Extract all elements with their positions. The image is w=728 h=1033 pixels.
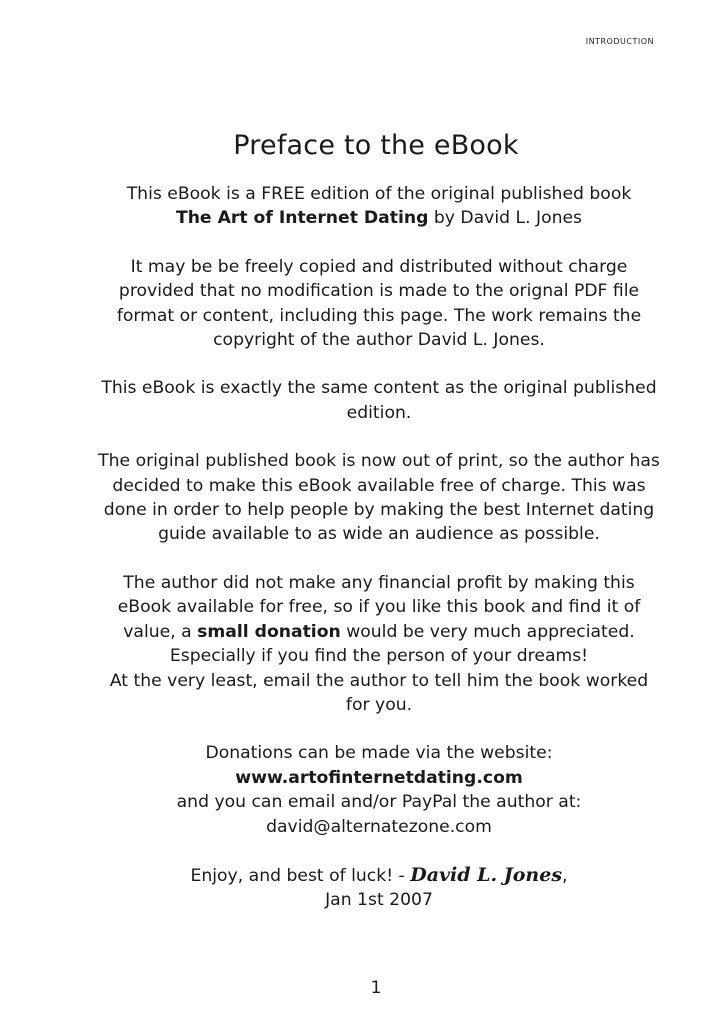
donations-intro: Donations can be made via the website: <box>205 743 553 764</box>
dreams-line: Especially if you find the person of your dreams! <box>169 646 589 667</box>
closing-date: Jan 1st 2007 <box>325 890 433 911</box>
free-edition-text: This eBook is a FREE edition of the original published book <box>126 184 632 204</box>
paragraph-copy-terms: It may be be freely copied and distributed without charge provided that no modification is made to the orignal PDF file format or content, including this page. The work remains the copyright of the author David L. Jones. <box>116 256 642 351</box>
closing-text: Enjoy, and best of luck! - <box>190 865 411 886</box>
paragraph-out-of-print: The original published book is now out of print, so the author has decided to make this eBook available free of charge. This was done in order to help people by making the best Internet dating guide available to as wide an audience as possible. <box>98 451 660 545</box>
paypal-text: and you can email and/or PayPal the author at: <box>176 792 582 813</box>
small-donation-link[interactable]: small donation <box>197 621 341 642</box>
email-author-line: At the very least, email the author to tell him the book worked for you. <box>109 670 649 715</box>
page-number: 1 <box>370 978 382 998</box>
paragraph-donation <box>97 571 661 717</box>
author-signature: David L. Jones <box>410 863 563 886</box>
donation-text-after: would be very much appreciated. <box>340 621 635 642</box>
page-title: Preface to the eBook <box>233 130 519 161</box>
paragraph-donations-info <box>97 741 661 839</box>
author-email-link[interactable]: david@alternatezone.com <box>266 816 492 837</box>
paragraph-closing <box>97 863 661 913</box>
donation-text-before: The author did not make any financial profit by making this eBook available for free, so if you like this book and find it of value, a <box>117 572 641 642</box>
closing-comma: , <box>562 865 568 886</box>
paragraph-free-edition <box>97 182 661 231</box>
preface-body <box>97 182 661 913</box>
website-link[interactable]: www.artofinternetdating.com <box>235 767 523 788</box>
running-header <box>586 34 654 47</box>
paragraph-same-content: This eBook is exactly the same content as the original published edition. <box>101 378 657 423</box>
running-header-title: introduction <box>585 34 654 47</box>
book-title: The Art of Internet Dating <box>175 208 429 229</box>
book-author: by David L. Jones <box>428 208 583 229</box>
